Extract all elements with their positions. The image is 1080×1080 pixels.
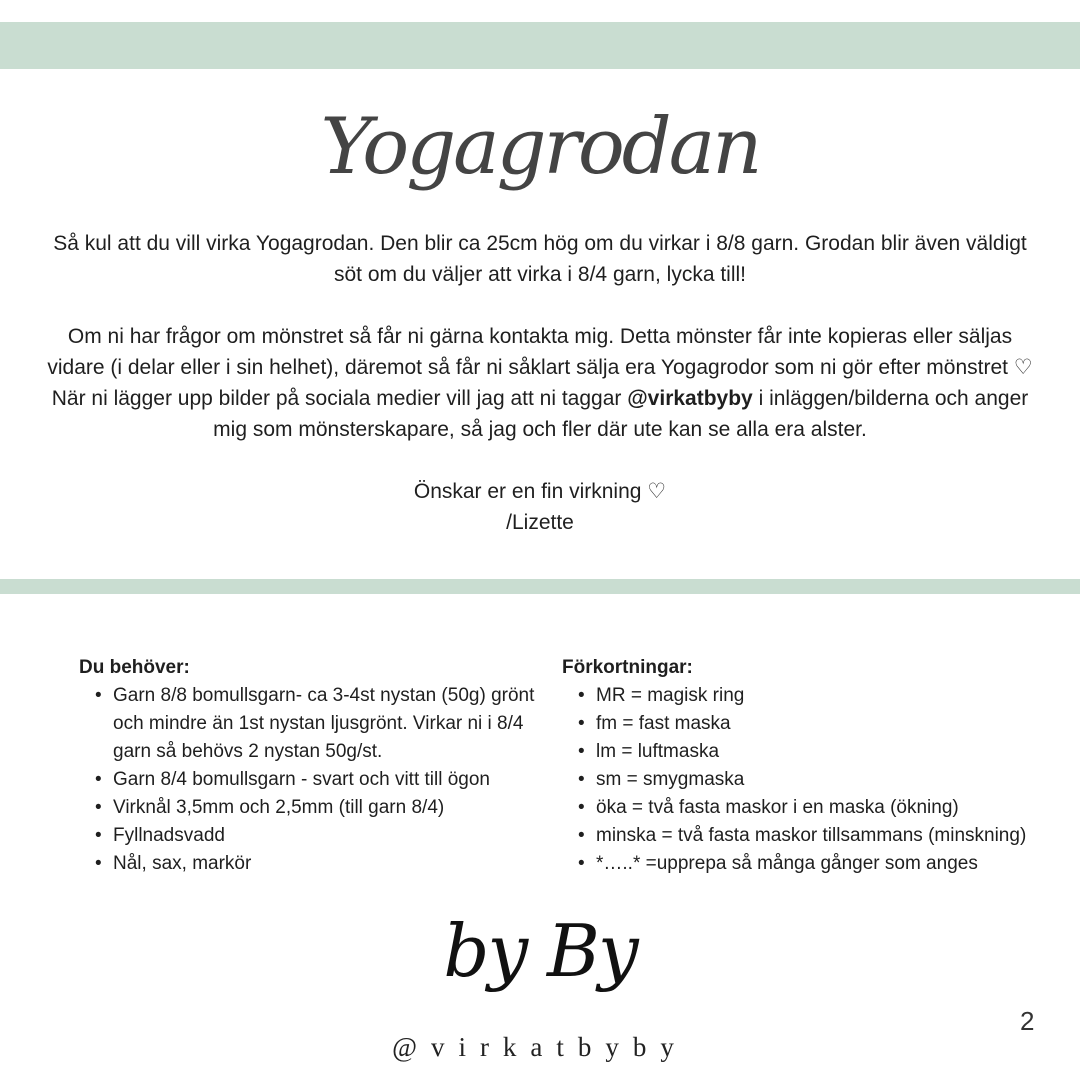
intro-paragraph-1: Så kul att du vill virka Yogagrodan. Den blir ca 25cm hög om du virkar i 8/8 garn. Grodan blir även väldigt söt om du väljer att virka i 8/4 garn, lycka till! xyxy=(53,232,1027,286)
list-item: • *…..* =upprepa så många gånger som anges xyxy=(578,853,978,874)
list-item: • öka = två fasta maskor i en maska (ökning) xyxy=(578,797,959,818)
top-decorative-band xyxy=(0,22,1080,69)
list-item: • Fyllnadsvadd xyxy=(95,825,225,846)
abbreviations-list xyxy=(578,682,1052,878)
materials-heading: Du behöver: xyxy=(79,657,190,678)
materials-section xyxy=(79,654,539,878)
brand-handle: @virkatbyby xyxy=(392,1032,688,1062)
list-item: • Garn 8/8 bomullsgarn- ca 3-4st nystan (50g) grönt och mindre än 1st nystan ljusgrönt. Virkar ni i 8/4 garn så behövs 2 nystan 50g/st. xyxy=(95,685,535,762)
list-item: • MR = magisk ring xyxy=(578,685,745,706)
list-item: • sm = smygmaska xyxy=(578,769,745,790)
page-number: 2 xyxy=(1020,1006,1035,1036)
intro-p3-before: När ni lägger upp bilder på sociala medier vill jag att ni taggar xyxy=(51,387,628,410)
closing-greeting: Önskar er en fin virkning ♡ xyxy=(413,480,667,503)
abbreviations-section xyxy=(562,654,1052,878)
list-item: • minska = två fasta maskor tillsammans (minskning) xyxy=(578,825,1027,846)
materials-list xyxy=(95,682,539,878)
intro-paragraph-3 xyxy=(40,383,1040,445)
list-item: • fm = fast maska xyxy=(578,713,731,734)
pattern-title: Yogagrodan xyxy=(320,102,760,192)
social-handle-inline: @virkatbyby xyxy=(627,387,753,410)
list-item: • Garn 8/4 bomullsgarn - svart och vitt till ögon xyxy=(95,769,491,790)
middle-decorative-band xyxy=(0,579,1080,594)
list-item: • lm = luftmaska xyxy=(578,741,720,762)
abbreviations-heading: Förkortningar: xyxy=(562,657,693,678)
list-item: • Virknål 3,5mm och 2,5mm (till garn 8/4) xyxy=(95,797,445,818)
brand-logo: by By xyxy=(443,909,637,993)
signature: /Lizette xyxy=(506,511,574,534)
list-item: • Nål, sax, markör xyxy=(95,853,252,874)
intro-paragraph-2: Om ni har frågor om mönstret så får ni gärna kontakta mig. Detta mönster får inte kopieras eller säljas vidare (i delar eller i sin helhet), däremot så får ni såklart sälja era Yogagrodor som ni gör efter mönstret ♡ xyxy=(47,325,1033,379)
intro-text xyxy=(40,228,1040,538)
intro-p3-after: i inläggen/bilderna och anger mig som mönsterskapare, så jag och fler där ute kan se alla era alster. xyxy=(213,387,1029,441)
